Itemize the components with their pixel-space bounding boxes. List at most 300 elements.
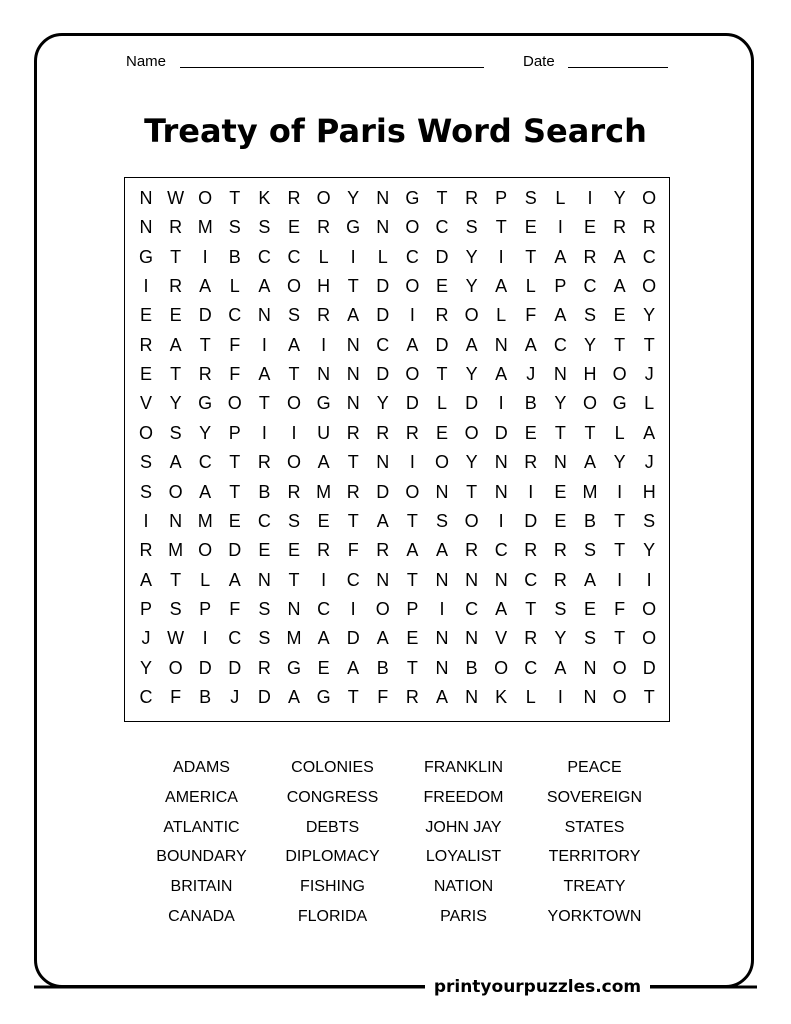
grid-letter[interactable]: M bbox=[286, 628, 302, 649]
grid-letter[interactable]: N bbox=[465, 686, 479, 707]
grid-letter[interactable]: E bbox=[554, 481, 567, 502]
grid-letter[interactable]: N bbox=[465, 628, 479, 649]
grid-letter[interactable]: E bbox=[435, 422, 448, 443]
grid-letter[interactable]: A bbox=[583, 452, 596, 473]
grid-letter[interactable]: T bbox=[614, 510, 626, 531]
grid-letter[interactable]: D bbox=[228, 540, 242, 561]
grid-letter[interactable]: R bbox=[435, 305, 449, 326]
grid-letter[interactable]: C bbox=[465, 598, 479, 619]
grid-letter[interactable]: I bbox=[261, 334, 267, 355]
grid-letter[interactable]: A bbox=[406, 540, 419, 561]
grid-letter[interactable]: N bbox=[317, 364, 331, 385]
grid-letter[interactable]: I bbox=[528, 481, 534, 502]
grid-letter[interactable]: R bbox=[257, 452, 271, 473]
grid-letter[interactable]: Y bbox=[613, 452, 626, 473]
grid-letter[interactable]: I bbox=[557, 686, 563, 707]
grid-letter[interactable]: O bbox=[464, 510, 479, 531]
grid-letter[interactable]: O bbox=[582, 393, 597, 414]
grid-letter[interactable]: Y bbox=[465, 246, 478, 267]
grid-letter[interactable]: P bbox=[406, 598, 419, 619]
grid-letter[interactable]: C bbox=[257, 510, 271, 531]
date-line[interactable] bbox=[568, 67, 668, 68]
grid-letter[interactable]: F bbox=[170, 686, 182, 707]
grid-letter[interactable]: E bbox=[524, 422, 537, 443]
grid-letter[interactable]: L bbox=[436, 393, 447, 414]
grid-letter[interactable]: A bbox=[287, 686, 300, 707]
grid-letter[interactable]: G bbox=[198, 393, 213, 414]
grid-letter[interactable]: A bbox=[169, 452, 182, 473]
grid-letter[interactable]: T bbox=[614, 628, 626, 649]
grid-letter[interactable]: R bbox=[613, 217, 627, 238]
grid-letter[interactable]: J bbox=[141, 628, 151, 649]
grid-letter[interactable]: R bbox=[346, 422, 360, 443]
grid-letter[interactable]: Y bbox=[583, 334, 596, 355]
grid-letter[interactable]: N bbox=[583, 686, 597, 707]
grid-letter[interactable]: A bbox=[613, 276, 626, 297]
grid-letter[interactable]: G bbox=[346, 217, 361, 238]
grid-letter[interactable]: T bbox=[406, 510, 418, 531]
grid-letter[interactable]: P bbox=[199, 598, 212, 619]
grid-letter[interactable]: A bbox=[317, 628, 330, 649]
grid-letter[interactable]: T bbox=[554, 422, 566, 443]
grid-letter[interactable]: F bbox=[229, 334, 241, 355]
grid-letter[interactable]: A bbox=[465, 334, 478, 355]
grid-letter[interactable]: A bbox=[376, 510, 389, 531]
grid-letter[interactable]: T bbox=[288, 569, 300, 590]
grid-letter[interactable]: S bbox=[258, 628, 271, 649]
grid-letter[interactable]: O bbox=[168, 657, 183, 678]
grid-letter[interactable]: T bbox=[436, 188, 448, 208]
grid-letter[interactable]: M bbox=[168, 540, 184, 561]
grid-letter[interactable]: N bbox=[494, 481, 508, 502]
grid-letter[interactable]: Y bbox=[199, 422, 212, 443]
grid-letter[interactable]: D bbox=[257, 686, 271, 707]
grid-letter[interactable]: R bbox=[405, 686, 419, 707]
grid-letter[interactable]: F bbox=[229, 364, 241, 385]
grid-letter[interactable]: R bbox=[169, 217, 183, 238]
grid-letter[interactable]: S bbox=[139, 452, 152, 473]
grid-letter[interactable]: I bbox=[350, 598, 356, 619]
grid-letter[interactable]: M bbox=[197, 217, 213, 238]
grid-letter[interactable]: O bbox=[316, 188, 331, 208]
grid-letter[interactable]: O bbox=[405, 217, 420, 238]
grid-letter[interactable]: I bbox=[617, 569, 623, 590]
grid-letter[interactable]: A bbox=[495, 276, 508, 297]
grid-letter[interactable]: G bbox=[316, 393, 331, 414]
grid-letter[interactable]: T bbox=[170, 364, 182, 385]
grid-letter[interactable]: T bbox=[406, 569, 418, 590]
grid-letter[interactable]: B bbox=[258, 481, 271, 502]
grid-letter[interactable]: A bbox=[228, 569, 241, 590]
grid-letter[interactable]: T bbox=[170, 246, 182, 267]
grid-letter[interactable]: D bbox=[198, 657, 212, 678]
grid-letter[interactable]: P bbox=[495, 188, 508, 208]
grid-letter[interactable]: I bbox=[498, 246, 504, 267]
grid-letter[interactable]: N bbox=[435, 657, 449, 678]
grid-letter[interactable]: A bbox=[435, 540, 448, 561]
grid-letter[interactable]: C bbox=[198, 452, 212, 473]
grid-letter[interactable]: I bbox=[617, 481, 623, 502]
grid-letter[interactable]: N bbox=[494, 569, 508, 590]
grid-letter[interactable]: Y bbox=[643, 540, 656, 561]
grid-letter[interactable]: Y bbox=[465, 276, 478, 297]
grid-letter[interactable]: O bbox=[642, 188, 657, 208]
grid-letter[interactable]: R bbox=[642, 217, 656, 238]
grid-letter[interactable]: A bbox=[613, 246, 626, 267]
grid-letter[interactable]: W bbox=[167, 188, 185, 208]
grid-letter[interactable]: Y bbox=[139, 657, 152, 678]
grid-letter[interactable]: R bbox=[524, 628, 538, 649]
grid-letter[interactable]: T bbox=[614, 334, 626, 355]
grid-letter[interactable]: A bbox=[199, 276, 212, 297]
grid-letter[interactable]: T bbox=[436, 364, 448, 385]
grid-letter[interactable]: M bbox=[316, 481, 332, 502]
grid-letter[interactable]: T bbox=[229, 452, 241, 473]
grid-letter[interactable]: I bbox=[202, 628, 208, 649]
grid-letter[interactable]: C bbox=[494, 540, 508, 561]
grid-letter[interactable]: R bbox=[376, 540, 390, 561]
grid-letter[interactable]: J bbox=[644, 364, 654, 385]
grid-letter[interactable]: A bbox=[347, 657, 360, 678]
grid-letter[interactable]: I bbox=[350, 246, 356, 267]
grid-letter[interactable]: A bbox=[376, 628, 389, 649]
grid-letter[interactable]: O bbox=[464, 305, 479, 326]
grid-letter[interactable]: O bbox=[405, 481, 420, 502]
grid-letter[interactable]: O bbox=[434, 452, 449, 473]
grid-letter[interactable]: O bbox=[405, 364, 420, 385]
grid-letter[interactable]: N bbox=[376, 569, 390, 590]
grid-letter[interactable]: O bbox=[642, 276, 657, 297]
grid-letter[interactable]: P bbox=[554, 276, 567, 297]
grid-letter[interactable]: C bbox=[257, 246, 271, 267]
grid-letter[interactable]: A bbox=[435, 686, 448, 707]
grid-letter[interactable]: R bbox=[524, 452, 538, 473]
grid-letter[interactable]: I bbox=[587, 188, 593, 208]
grid-letter[interactable]: N bbox=[553, 364, 567, 385]
grid-letter[interactable]: D bbox=[524, 510, 538, 531]
grid-letter[interactable]: T bbox=[170, 569, 182, 590]
grid-letter[interactable]: A bbox=[199, 481, 212, 502]
grid-letter[interactable]: O bbox=[612, 657, 627, 678]
grid-letter[interactable]: E bbox=[258, 540, 271, 561]
grid-letter[interactable]: T bbox=[584, 422, 596, 443]
grid-letter[interactable]: A bbox=[287, 334, 300, 355]
grid-letter[interactable]: F bbox=[614, 598, 626, 619]
grid-letter[interactable]: N bbox=[376, 452, 390, 473]
grid-letter[interactable]: T bbox=[495, 217, 507, 238]
grid-letter[interactable]: F bbox=[377, 686, 389, 707]
grid-letter[interactable]: O bbox=[612, 364, 627, 385]
grid-letter[interactable]: Y bbox=[554, 628, 567, 649]
grid-letter[interactable]: I bbox=[557, 217, 563, 238]
grid-letter[interactable]: E bbox=[228, 510, 241, 531]
grid-letter[interactable]: E bbox=[583, 598, 596, 619]
grid-letter[interactable]: I bbox=[321, 569, 327, 590]
grid-letter[interactable]: N bbox=[139, 188, 153, 208]
grid-letter[interactable]: Y bbox=[347, 188, 360, 208]
grid-letter[interactable]: S bbox=[583, 305, 596, 326]
grid-letter[interactable]: I bbox=[409, 452, 415, 473]
grid-letter[interactable]: F bbox=[347, 540, 359, 561]
grid-letter[interactable]: T bbox=[199, 334, 211, 355]
grid-letter[interactable]: R bbox=[317, 540, 331, 561]
grid-letter[interactable]: S bbox=[465, 217, 478, 238]
grid-letter[interactable]: D bbox=[376, 305, 390, 326]
grid-letter[interactable]: C bbox=[287, 246, 301, 267]
grid-letter[interactable]: I bbox=[261, 422, 267, 443]
grid-letter[interactable]: S bbox=[139, 481, 152, 502]
grid-letter[interactable]: C bbox=[317, 598, 331, 619]
grid-letter[interactable]: I bbox=[321, 334, 327, 355]
grid-letter[interactable]: L bbox=[229, 276, 240, 297]
grid-letter[interactable]: V bbox=[495, 628, 508, 649]
grid-letter[interactable]: R bbox=[257, 657, 271, 678]
grid-letter[interactable]: J bbox=[526, 364, 536, 385]
grid-letter[interactable]: Y bbox=[613, 188, 626, 208]
grid-letter[interactable]: T bbox=[525, 246, 537, 267]
grid-letter[interactable]: B bbox=[199, 686, 212, 707]
grid-letter[interactable]: E bbox=[139, 364, 152, 385]
grid-letter[interactable]: N bbox=[376, 217, 390, 238]
grid-letter[interactable]: T bbox=[466, 481, 478, 502]
grid-letter[interactable]: C bbox=[228, 305, 242, 326]
grid-letter[interactable]: R bbox=[287, 188, 301, 208]
grid-letter[interactable]: B bbox=[228, 246, 241, 267]
grid-letter[interactable]: A bbox=[347, 305, 360, 326]
grid-letter[interactable]: Y bbox=[643, 305, 656, 326]
grid-letter[interactable]: T bbox=[258, 393, 270, 414]
grid-letter[interactable]: A bbox=[258, 364, 271, 385]
grid-letter[interactable]: L bbox=[525, 686, 536, 707]
grid-letter[interactable]: S bbox=[169, 598, 182, 619]
grid-letter[interactable]: T bbox=[347, 452, 359, 473]
grid-letter[interactable]: O bbox=[405, 276, 420, 297]
grid-letter[interactable]: S bbox=[258, 217, 271, 238]
grid-letter[interactable]: O bbox=[642, 628, 657, 649]
grid-letter[interactable]: A bbox=[406, 334, 419, 355]
grid-letter[interactable]: T bbox=[347, 276, 359, 297]
grid-letter[interactable]: G bbox=[286, 657, 301, 678]
grid-letter[interactable]: G bbox=[316, 686, 331, 707]
grid-letter[interactable]: D bbox=[198, 305, 212, 326]
grid-letter[interactable]: A bbox=[524, 334, 537, 355]
grid-letter[interactable]: R bbox=[169, 276, 183, 297]
grid-letter[interactable]: O bbox=[286, 276, 301, 297]
grid-letter[interactable]: N bbox=[346, 334, 360, 355]
grid-letter[interactable]: R bbox=[553, 540, 567, 561]
grid-letter[interactable]: S bbox=[524, 188, 537, 208]
grid-letter[interactable]: T bbox=[643, 686, 655, 707]
grid-letter[interactable]: M bbox=[197, 510, 213, 531]
grid-letter[interactable]: A bbox=[554, 305, 567, 326]
grid-letter[interactable]: O bbox=[494, 657, 509, 678]
grid-letter[interactable]: D bbox=[494, 422, 508, 443]
grid-letter[interactable]: G bbox=[138, 246, 153, 267]
grid-letter[interactable]: O bbox=[168, 481, 183, 502]
name-line[interactable] bbox=[180, 67, 484, 68]
grid-letter[interactable]: V bbox=[139, 393, 152, 414]
grid-letter[interactable]: A bbox=[554, 657, 567, 678]
grid-letter[interactable]: S bbox=[583, 628, 596, 649]
grid-letter[interactable]: T bbox=[347, 510, 359, 531]
grid-letter[interactable]: S bbox=[554, 598, 567, 619]
grid-letter[interactable]: R bbox=[465, 188, 479, 208]
grid-letter[interactable]: C bbox=[376, 334, 390, 355]
grid-letter[interactable]: G bbox=[405, 188, 420, 208]
grid-letter[interactable]: R bbox=[198, 364, 212, 385]
grid-letter[interactable]: I bbox=[646, 569, 652, 590]
grid-letter[interactable]: E bbox=[613, 305, 626, 326]
grid-letter[interactable]: E bbox=[406, 628, 419, 649]
grid-letter[interactable]: S bbox=[169, 422, 182, 443]
grid-letter[interactable]: D bbox=[376, 481, 390, 502]
grid-letter[interactable]: P bbox=[139, 598, 152, 619]
grid-letter[interactable]: D bbox=[642, 657, 656, 678]
grid-letter[interactable]: E bbox=[169, 305, 182, 326]
grid-letter[interactable]: F bbox=[229, 598, 241, 619]
grid-letter[interactable]: N bbox=[465, 569, 479, 590]
grid-letter[interactable]: N bbox=[583, 657, 597, 678]
grid-letter[interactable]: T bbox=[643, 334, 655, 355]
grid-letter[interactable]: P bbox=[228, 422, 241, 443]
grid-letter[interactable]: H bbox=[583, 364, 597, 385]
grid-letter[interactable]: R bbox=[139, 334, 153, 355]
grid-letter[interactable]: I bbox=[143, 276, 149, 297]
grid-letter[interactable]: O bbox=[375, 598, 390, 619]
grid-letter[interactable]: C bbox=[553, 334, 567, 355]
grid-letter[interactable]: E bbox=[524, 217, 537, 238]
grid-letter[interactable]: R bbox=[465, 540, 479, 561]
grid-letter[interactable]: O bbox=[286, 393, 301, 414]
grid-letter[interactable]: D bbox=[376, 364, 390, 385]
grid-letter[interactable]: R bbox=[524, 540, 538, 561]
grid-letter[interactable]: O bbox=[198, 188, 213, 208]
grid-letter[interactable]: A bbox=[643, 422, 656, 443]
grid-letter[interactable]: S bbox=[258, 598, 271, 619]
grid-letter[interactable]: T bbox=[288, 364, 300, 385]
grid-letter[interactable]: K bbox=[495, 686, 508, 707]
grid-letter[interactable]: E bbox=[554, 510, 567, 531]
grid-letter[interactable]: R bbox=[317, 305, 331, 326]
grid-letter[interactable]: R bbox=[139, 540, 153, 561]
grid-letter[interactable]: A bbox=[258, 276, 271, 297]
grid-letter[interactable]: K bbox=[258, 188, 271, 208]
grid-letter[interactable]: L bbox=[614, 422, 625, 443]
grid-letter[interactable]: H bbox=[317, 276, 331, 297]
grid-letter[interactable]: N bbox=[139, 217, 153, 238]
grid-letter[interactable]: L bbox=[496, 305, 507, 326]
grid-letter[interactable]: N bbox=[287, 598, 301, 619]
grid-letter[interactable]: R bbox=[346, 481, 360, 502]
grid-letter[interactable]: N bbox=[346, 364, 360, 385]
grid-letter[interactable]: L bbox=[644, 393, 655, 414]
grid-letter[interactable]: B bbox=[524, 393, 537, 414]
grid-letter[interactable]: C bbox=[642, 246, 656, 267]
grid-letter[interactable]: O bbox=[138, 422, 153, 443]
grid-letter[interactable]: E bbox=[583, 217, 596, 238]
grid-letter[interactable]: J bbox=[230, 686, 240, 707]
grid-letter[interactable]: T bbox=[406, 657, 418, 678]
grid-letter[interactable]: N bbox=[346, 393, 360, 414]
grid-letter[interactable]: L bbox=[525, 276, 536, 297]
grid-letter[interactable]: A bbox=[317, 452, 330, 473]
grid-letter[interactable]: L bbox=[318, 246, 329, 267]
grid-letter[interactable]: A bbox=[169, 334, 182, 355]
grid-letter[interactable]: E bbox=[287, 217, 300, 238]
grid-letter[interactable]: Y bbox=[169, 393, 182, 414]
grid-letter[interactable]: R bbox=[317, 217, 331, 238]
grid-letter[interactable]: D bbox=[376, 276, 390, 297]
grid-letter[interactable]: N bbox=[494, 452, 508, 473]
grid-letter[interactable]: H bbox=[642, 481, 656, 502]
grid-letter[interactable]: U bbox=[317, 422, 331, 443]
grid-letter[interactable]: S bbox=[287, 305, 300, 326]
grid-letter[interactable]: B bbox=[583, 510, 596, 531]
grid-letter[interactable]: C bbox=[583, 276, 597, 297]
grid-letter[interactable]: N bbox=[257, 305, 271, 326]
grid-letter[interactable]: J bbox=[644, 452, 654, 473]
grid-letter[interactable]: N bbox=[435, 628, 449, 649]
grid-letter[interactable]: C bbox=[139, 686, 153, 707]
grid-letter[interactable]: F bbox=[525, 305, 537, 326]
grid-letter[interactable]: A bbox=[495, 598, 508, 619]
grid-letter[interactable]: W bbox=[167, 628, 185, 649]
grid-letter[interactable]: N bbox=[257, 569, 271, 590]
grid-letter[interactable]: D bbox=[435, 334, 449, 355]
grid-letter[interactable]: T bbox=[347, 686, 359, 707]
grid-letter[interactable]: C bbox=[346, 569, 360, 590]
grid-letter[interactable]: S bbox=[287, 510, 300, 531]
grid-letter[interactable]: I bbox=[202, 246, 208, 267]
grid-letter[interactable]: R bbox=[405, 422, 419, 443]
grid-letter[interactable]: D bbox=[405, 393, 419, 414]
grid-letter[interactable]: L bbox=[377, 246, 388, 267]
grid-letter[interactable]: R bbox=[287, 481, 301, 502]
grid-letter[interactable]: R bbox=[376, 422, 390, 443]
grid-letter[interactable]: N bbox=[553, 452, 567, 473]
grid-letter[interactable]: A bbox=[495, 364, 508, 385]
grid-letter[interactable]: E bbox=[139, 305, 152, 326]
grid-letter[interactable]: O bbox=[286, 452, 301, 473]
grid-letter[interactable]: D bbox=[228, 657, 242, 678]
grid-letter[interactable]: I bbox=[498, 510, 504, 531]
grid-letter[interactable]: S bbox=[228, 217, 241, 238]
grid-letter[interactable]: C bbox=[524, 569, 538, 590]
grid-letter[interactable]: C bbox=[435, 217, 449, 238]
grid-letter[interactable]: M bbox=[582, 481, 598, 502]
grid-letter[interactable]: Y bbox=[465, 452, 478, 473]
grid-letter[interactable]: E bbox=[287, 540, 300, 561]
grid-letter[interactable]: N bbox=[435, 569, 449, 590]
grid-letter[interactable]: E bbox=[435, 276, 448, 297]
grid-letter[interactable]: T bbox=[229, 481, 241, 502]
grid-letter[interactable]: A bbox=[583, 569, 596, 590]
grid-letter[interactable]: I bbox=[291, 422, 297, 443]
grid-letter[interactable]: S bbox=[435, 510, 448, 531]
grid-letter[interactable]: L bbox=[555, 188, 566, 208]
grid-letter[interactable]: D bbox=[435, 246, 449, 267]
grid-letter[interactable]: O bbox=[464, 422, 479, 443]
grid-letter[interactable]: C bbox=[405, 246, 419, 267]
grid-letter[interactable]: C bbox=[524, 657, 538, 678]
grid-letter[interactable]: N bbox=[494, 334, 508, 355]
grid-letter[interactable]: R bbox=[553, 569, 567, 590]
grid-letter[interactable]: T bbox=[229, 188, 241, 208]
grid-letter[interactable]: I bbox=[409, 305, 415, 326]
grid-letter[interactable]: S bbox=[583, 540, 596, 561]
grid-letter[interactable]: I bbox=[439, 598, 445, 619]
grid-letter[interactable]: O bbox=[198, 540, 213, 561]
